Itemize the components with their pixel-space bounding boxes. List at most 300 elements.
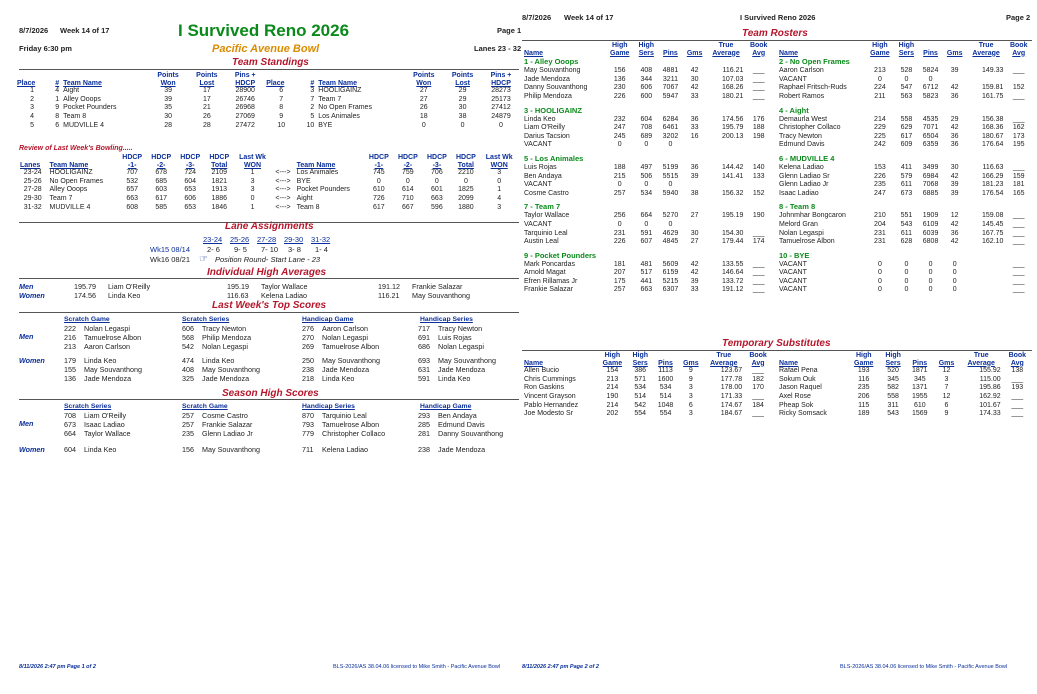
bowler-name: Demaurla West <box>779 115 828 123</box>
cell: 610 <box>913 401 926 409</box>
score-column-header: Scratch Series <box>182 316 230 323</box>
cell: 554 <box>659 410 672 418</box>
cell: 214 <box>606 384 619 392</box>
cell: Team 8 <box>296 203 320 211</box>
cell: 33 <box>690 286 699 294</box>
score-value: 591 <box>418 374 430 383</box>
cell: 7 <box>944 384 949 392</box>
column-header: High <box>855 352 872 359</box>
team-name: 10 - BYE <box>779 250 810 260</box>
roster-row <box>522 181 772 190</box>
cell: 0 <box>644 141 649 149</box>
bowler-name: Tarquinio Leal <box>322 411 367 420</box>
cell: 42 <box>950 84 959 92</box>
cell: 116.21 <box>722 67 744 75</box>
cell: 29 <box>458 87 467 95</box>
cell: 168.36 <box>982 124 1004 132</box>
cell: 3 <box>250 177 255 185</box>
cell: 629 <box>900 124 913 132</box>
bowler-name: May Souvanthong <box>202 365 260 374</box>
cell: 7 <box>279 95 284 103</box>
cell: 144.42 <box>721 163 744 171</box>
cell: 115.00 <box>979 375 1001 383</box>
cell: 180.21 <box>721 92 744 100</box>
cell: ___ <box>1011 401 1024 409</box>
cell: ___ <box>752 410 764 418</box>
column-header: True <box>716 352 732 359</box>
score-value: 542 <box>182 342 194 351</box>
column-header: True <box>718 42 734 49</box>
cell: 1909 <box>922 212 939 220</box>
roster-row <box>522 286 772 295</box>
cell <box>707 141 746 150</box>
cell: 0 <box>904 260 909 268</box>
cell: 168.26 <box>721 84 744 92</box>
cell: 188 <box>613 163 626 171</box>
cell: 26 <box>419 104 428 112</box>
cell: 28 <box>164 121 172 129</box>
bowler-name: Kelena Ladiao <box>261 291 307 300</box>
cell: 226 <box>874 172 886 180</box>
cell: 170 <box>752 384 764 392</box>
bowler-name: Danny Souvanthong <box>524 84 588 92</box>
team-name: Team 7 <box>318 95 342 103</box>
cell: 663 <box>431 194 443 202</box>
cell <box>683 141 707 150</box>
score-column-header: Handicap Series <box>420 316 473 323</box>
roster-row <box>522 238 772 247</box>
team-name: BYE <box>318 121 333 129</box>
cell: 6712 <box>922 84 939 92</box>
cell: 171.33 <box>720 392 743 400</box>
roster-row <box>522 190 772 199</box>
cell <box>777 42 865 50</box>
score-value: 238 <box>418 445 430 454</box>
cell: 7067 <box>662 84 679 92</box>
cell: MUDVILLE 4 <box>49 203 91 211</box>
score-value: 235 <box>182 429 194 438</box>
cell: 628 <box>900 238 913 246</box>
bowler-name: Johnmhar Bongcaron <box>779 212 846 220</box>
score-value: 779 <box>302 429 314 438</box>
bowler-name: Robert Ramos <box>779 92 825 100</box>
cell: 708 <box>640 124 653 132</box>
bowler-name: Rafael Pena <box>779 367 818 375</box>
cell: 0 <box>421 121 426 129</box>
footer-left-1: 8/11/2026 2:47 pm Page 1 of 2 <box>19 663 96 670</box>
cell: 6284 <box>662 115 679 123</box>
roster-row <box>522 261 772 270</box>
cell: 27 <box>690 238 699 246</box>
cell: ___ <box>1011 392 1024 400</box>
cell: 25-26 <box>23 177 42 185</box>
cell: 27 <box>419 95 428 103</box>
cell: 16 <box>690 132 699 140</box>
cell: 180.67 <box>982 132 1004 140</box>
team-header-row <box>777 57 1032 67</box>
cell: 0 <box>904 75 909 83</box>
cell: 0 <box>644 220 649 228</box>
cell: 7071 <box>922 124 939 132</box>
pointing-hand-icon: ☞ <box>199 254 208 265</box>
cell: ___ <box>1012 229 1025 237</box>
men-label: Men <box>19 419 34 428</box>
column-header: High <box>604 352 621 359</box>
cell <box>967 261 1006 270</box>
bowler-name: Luis Rojas <box>524 163 557 171</box>
cell <box>271 154 294 162</box>
cell: 7068 <box>922 181 939 189</box>
bowler-name: Linda Keo <box>108 291 141 300</box>
team-standings-title: Team Standings <box>232 57 309 68</box>
cell: 0 <box>952 260 957 268</box>
team-name: 5 - Los Animales <box>524 153 584 163</box>
cell: ___ <box>1012 269 1025 277</box>
cell: 6 <box>688 401 693 409</box>
bowler-name: VACANT <box>779 277 807 285</box>
cell: 532 <box>126 177 139 185</box>
team-name: 1 - Alley Ooops <box>524 57 579 67</box>
roster-row <box>777 367 1032 376</box>
column-header: Sers <box>638 49 654 57</box>
score-column-header: Handicap Series <box>302 403 355 410</box>
column-header: Team Name <box>49 161 89 169</box>
cell: 42 <box>950 220 959 228</box>
cell: 0 <box>434 177 439 185</box>
column-header: Points <box>451 72 474 79</box>
column-header <box>933 352 960 360</box>
cell: 0 <box>904 277 909 285</box>
cell: 38 <box>690 189 699 197</box>
cell: 5947 <box>662 92 679 100</box>
cell: 9 <box>688 367 693 375</box>
average-value: 174.56 <box>74 291 96 300</box>
bowler-name: Christopher Collaco <box>779 124 841 132</box>
cell: 154 <box>606 367 619 375</box>
roster-row <box>777 221 1032 230</box>
roster-row <box>777 141 1032 150</box>
average-value: 195.19 <box>227 282 249 291</box>
cell: 1886 <box>211 194 228 202</box>
team-header-row <box>522 202 772 212</box>
cell: 115 <box>858 401 870 409</box>
column-header: Average <box>967 359 995 367</box>
cell: 663 <box>126 194 139 202</box>
team-name: Alley Ooops <box>63 95 101 103</box>
bowler-name: Darius Tacsion <box>524 132 570 140</box>
cell: 33 <box>690 92 699 100</box>
cell: 3499 <box>922 163 939 171</box>
cell: 12 <box>942 367 951 375</box>
cell: 30 <box>950 163 959 171</box>
column-header: HDCP <box>122 154 143 161</box>
cell: 617 <box>155 194 168 202</box>
rosters-left <box>522 42 772 299</box>
cell: ___ <box>1012 286 1025 294</box>
cell: 214 <box>606 401 619 409</box>
cell: 107.03 <box>721 75 744 83</box>
bowler-name: Linda Keo <box>322 374 355 383</box>
cell: 4 <box>497 194 502 202</box>
cell: 604 <box>184 177 197 185</box>
standings-header-row <box>15 72 520 80</box>
cell: 36 <box>950 132 959 140</box>
cell: 39 <box>950 189 959 197</box>
column-header: Game <box>870 49 890 57</box>
cell: 167.75 <box>982 229 1004 237</box>
cell: 30 <box>690 75 699 83</box>
roster-row <box>777 124 1032 133</box>
standings-row <box>15 122 520 131</box>
bowler-name: May Souvanthong <box>412 291 470 300</box>
cell: 0 <box>617 220 622 228</box>
bowler-name: Chris Cummings <box>524 375 576 383</box>
cell: 176.54 <box>982 189 1004 197</box>
cell: ___ <box>1012 277 1025 285</box>
cell <box>967 286 1006 295</box>
cell: 601 <box>431 186 443 194</box>
column-header: Book <box>749 352 767 359</box>
cell: 3 <box>688 410 693 418</box>
bowler-name: Jade Mendoza <box>524 75 570 83</box>
team-header-row <box>522 154 772 164</box>
cell: 0 <box>928 269 933 277</box>
cell: 0 <box>250 194 255 202</box>
column-header: Book <box>1009 42 1028 49</box>
cell <box>777 352 848 360</box>
bowler-name: Glenn Ladiao Sr <box>779 172 830 180</box>
cell: 9 <box>55 104 60 112</box>
cell: 206 <box>857 392 870 400</box>
roster-row <box>777 84 1032 93</box>
cell: 311 <box>887 401 899 409</box>
column-header: Team Name <box>318 79 358 87</box>
lane-pairing: 7- 10 <box>261 245 279 254</box>
standings-row <box>15 96 520 105</box>
bowler-name: Linda Keo <box>84 356 117 365</box>
bowler-name: Glenn Ladiao Jr <box>202 429 253 438</box>
cell: 245 <box>613 132 626 140</box>
cell: 257 <box>613 286 626 294</box>
cell: 0 <box>668 141 673 149</box>
column-header: Game <box>610 49 630 57</box>
column-header: Game <box>854 359 874 367</box>
lwts-title: Last Week's Top Scores <box>212 300 327 311</box>
cell: 200.13 <box>721 132 744 140</box>
score-value: 664 <box>64 429 76 438</box>
cell: 242 <box>874 141 886 149</box>
cell: 582 <box>887 384 899 392</box>
column-header: Average <box>972 49 1000 57</box>
team-header-row <box>522 57 772 67</box>
cell: 0 <box>460 121 465 129</box>
cell: 607 <box>640 238 653 246</box>
women-label: Women <box>19 445 45 454</box>
column-header: HDCP <box>151 154 172 161</box>
cell <box>707 221 746 230</box>
bowler-name: Cosme Castro <box>524 189 569 197</box>
cell: 27-28 <box>23 186 42 194</box>
lane-pairing: 1- 4 <box>315 245 328 254</box>
column-header: Won <box>160 79 176 87</box>
bowler-name: Melord Gran <box>779 220 818 228</box>
bowler-name: VACANT <box>779 260 807 268</box>
cell: 1 <box>250 203 255 211</box>
cell: 9 <box>688 375 693 383</box>
bowler-name: Frankie Salazar <box>412 282 463 291</box>
cell: 3 <box>688 384 693 392</box>
roster-header-row <box>777 42 1032 50</box>
score-column-header: Handicap Game <box>302 316 354 323</box>
cell: 42 <box>690 67 699 75</box>
cell: 257 <box>613 189 626 197</box>
bowler-name: Efren Rillamas Jr <box>524 277 578 285</box>
cell: ___ <box>752 269 765 277</box>
cell: 247 <box>613 124 626 132</box>
cell: 204 <box>874 220 886 228</box>
cell: 0 <box>877 286 882 294</box>
column-header: Points <box>157 72 179 79</box>
bowler-name: Jade Mendoza <box>84 374 132 383</box>
column-header: High <box>632 352 648 359</box>
column-header: Pins <box>663 49 678 57</box>
cell: ___ <box>1012 220 1025 228</box>
cell: 173 <box>1012 132 1025 140</box>
column-header: Avg <box>1010 359 1024 367</box>
column-header: Lost <box>199 79 215 87</box>
cell: ___ <box>1012 238 1025 246</box>
cell: 5270 <box>662 212 679 220</box>
score-value: 708 <box>64 411 76 420</box>
score-value: 222 <box>64 324 76 333</box>
roster-row <box>522 116 772 125</box>
cell: 0 <box>497 177 502 185</box>
review-title: Review of Last Week's Bowling..... <box>19 145 133 152</box>
roster-row <box>522 410 772 419</box>
cell: 3 <box>30 104 34 112</box>
cell: 528 <box>900 67 913 75</box>
roster-header-row <box>522 352 772 360</box>
cell: 140 <box>752 163 765 171</box>
bowler-name: Pablo Hernandez <box>524 401 579 409</box>
cell <box>967 76 1006 85</box>
cell: 193 <box>1011 384 1024 392</box>
cell: 408 <box>640 67 653 75</box>
bowler-name: Jason Raquel <box>779 384 822 392</box>
bowler-name: Jade Mendoza <box>322 365 370 374</box>
cell: 667 <box>402 203 414 211</box>
team-rosters-title: Team Rosters <box>742 28 808 39</box>
cell: 0 <box>877 75 882 83</box>
bowler-name: Nolan Legaspi <box>438 342 484 351</box>
bowler-name: May Souvanthong <box>202 445 260 454</box>
column-header: -3- <box>185 161 195 169</box>
score-value: 693 <box>418 356 430 365</box>
cell: ___ <box>752 260 765 268</box>
bowler-name: Jade Mendoza <box>202 374 250 383</box>
team-name: No Open Frames <box>318 104 372 112</box>
cell: 0 <box>928 277 933 285</box>
cell: 0 <box>952 286 957 294</box>
roster-row <box>522 164 772 173</box>
spacer-row <box>777 295 1032 299</box>
cell: 176.64 <box>982 141 1004 149</box>
cell: ___ <box>1011 410 1024 418</box>
column-header: Game <box>602 359 623 367</box>
cell: 1048 <box>657 401 674 409</box>
review-header-row <box>18 162 518 170</box>
cell: ___ <box>752 392 764 400</box>
cell: 10 <box>306 121 315 129</box>
roster-header-row <box>522 50 772 58</box>
footer-left-2: 8/11/2026 2:47 pm Page 2 of 2 <box>522 663 599 670</box>
cell <box>745 221 772 230</box>
cell: 156.38 <box>982 115 1004 123</box>
roster-row <box>522 230 772 239</box>
team-name: 7 - Team 7 <box>524 202 561 212</box>
column-header: Total <box>457 161 474 169</box>
cell: 543 <box>887 410 899 418</box>
roster-row <box>777 116 1032 125</box>
cell: 28273 <box>491 87 511 95</box>
cell: 123.67 <box>720 367 743 375</box>
cell: ___ <box>1012 260 1025 268</box>
women-label: Women <box>19 356 45 365</box>
subs-left <box>522 352 772 419</box>
rosters-right <box>777 42 1032 299</box>
bowler-name: Liam O'Reilly <box>524 124 566 132</box>
cell: 29 <box>458 95 467 103</box>
cell: 707 <box>126 169 139 177</box>
cell: 39 <box>950 67 959 75</box>
column-header: High <box>872 42 888 49</box>
cell: 543 <box>900 220 913 228</box>
cell: 226 <box>613 92 626 100</box>
roster-row <box>522 67 772 76</box>
week-label-2: Week 14 of 17 <box>564 13 614 22</box>
column-header: Team Name <box>63 79 102 87</box>
roster-row <box>777 212 1032 221</box>
cell: 0 <box>952 277 957 285</box>
cell: 133 <box>752 172 765 180</box>
cell: ___ <box>752 286 765 294</box>
cell: 42 <box>950 172 959 180</box>
cell <box>777 295 1032 299</box>
cell: 3 <box>497 169 502 177</box>
cell: 0 <box>668 220 673 228</box>
cell: 39 <box>950 181 959 189</box>
column-header: -1- <box>127 161 137 169</box>
cell: 195.79 <box>721 124 744 132</box>
roster-row <box>522 141 772 150</box>
cell: No Open Frames <box>49 177 104 185</box>
cell: 5824 <box>922 67 939 75</box>
bowler-name: Nolan Legaspi <box>322 333 368 342</box>
cell: 23-24 <box>23 169 42 177</box>
cell: 6885 <box>922 189 939 197</box>
cell: 133.72 <box>721 277 744 285</box>
bowler-name: Taylor Wallace <box>261 282 308 291</box>
standings-header-row <box>15 80 520 88</box>
cell: 215 <box>613 172 626 180</box>
cell: 39 <box>690 172 699 180</box>
cell: 6 <box>279 87 284 95</box>
bowler-name: Joe Modesto Sr <box>524 410 574 418</box>
column-header: High <box>638 42 655 49</box>
cell: ___ <box>1012 212 1025 220</box>
score-value: 213 <box>64 342 76 351</box>
cell: 0 <box>376 177 381 185</box>
